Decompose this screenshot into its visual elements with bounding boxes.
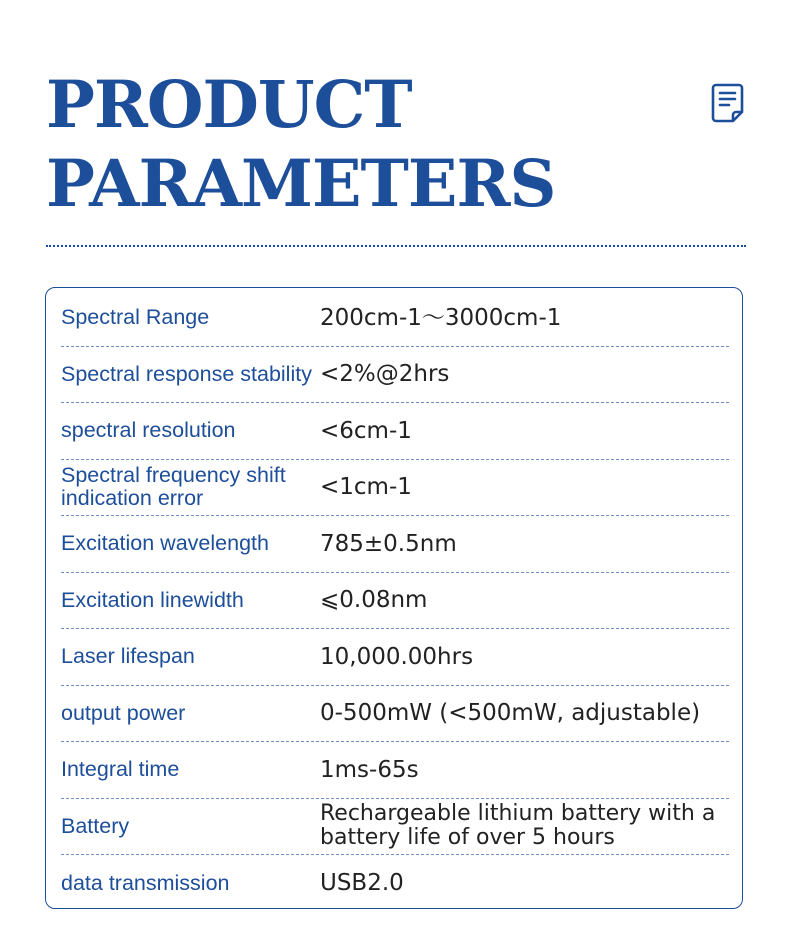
param-value: <6cm-1 bbox=[320, 417, 412, 444]
param-row-frequency-shift-error bbox=[61, 460, 729, 517]
param-label: Excitation linewidth bbox=[61, 587, 244, 612]
param-label: Excitation wavelength bbox=[61, 531, 269, 556]
param-label: Spectral response stability bbox=[61, 361, 312, 386]
header-divider bbox=[46, 245, 746, 247]
param-label: Battery bbox=[61, 813, 130, 838]
param-value: <2%@2hrs bbox=[320, 361, 450, 388]
param-row-battery bbox=[61, 799, 729, 856]
param-value: USB2.0 bbox=[320, 870, 404, 897]
param-label: Spectral Range bbox=[61, 305, 210, 330]
param-label: Laser lifespan bbox=[61, 644, 195, 669]
param-label: Integral time bbox=[61, 757, 180, 782]
parameters-table bbox=[45, 287, 743, 909]
param-value: 1ms-65s bbox=[320, 756, 419, 783]
param-label: data transmission bbox=[61, 870, 230, 895]
param-label: Spectral frequency shift indication error bbox=[61, 463, 286, 511]
param-label: spectral resolution bbox=[61, 418, 236, 443]
param-row-laser-lifespan bbox=[61, 629, 729, 686]
param-row-spectral-range bbox=[61, 290, 729, 347]
document-icon bbox=[710, 82, 748, 124]
param-label: output power bbox=[61, 700, 186, 725]
param-value: 200cm-1～3000cm-1 bbox=[320, 304, 562, 331]
parameters-rows bbox=[61, 290, 729, 912]
param-row-data-transmission bbox=[61, 855, 729, 912]
param-row-response-stability bbox=[61, 347, 729, 404]
param-row-spectral-resolution bbox=[61, 403, 729, 460]
page-title bbox=[46, 66, 555, 224]
param-value: 785±0.5nm bbox=[320, 530, 457, 557]
param-row-excitation-linewidth bbox=[61, 573, 729, 630]
param-value: <1cm-1 bbox=[320, 474, 412, 501]
param-value: Rechargeable lithium battery with a battery life of over 5 hours bbox=[320, 801, 716, 851]
param-row-output-power bbox=[61, 686, 729, 743]
page-title-line1: PRODUCT bbox=[46, 67, 412, 143]
param-row-excitation-wavelength bbox=[61, 516, 729, 573]
param-value: ⩽0.08nm bbox=[320, 587, 428, 614]
page-title-line2: PARAMETERS bbox=[46, 146, 556, 222]
param-row-integral-time bbox=[61, 742, 729, 799]
param-value: 0-500mW (<500mW, adjustable) bbox=[320, 700, 701, 727]
param-value: 10,000.00hrs bbox=[320, 643, 474, 670]
